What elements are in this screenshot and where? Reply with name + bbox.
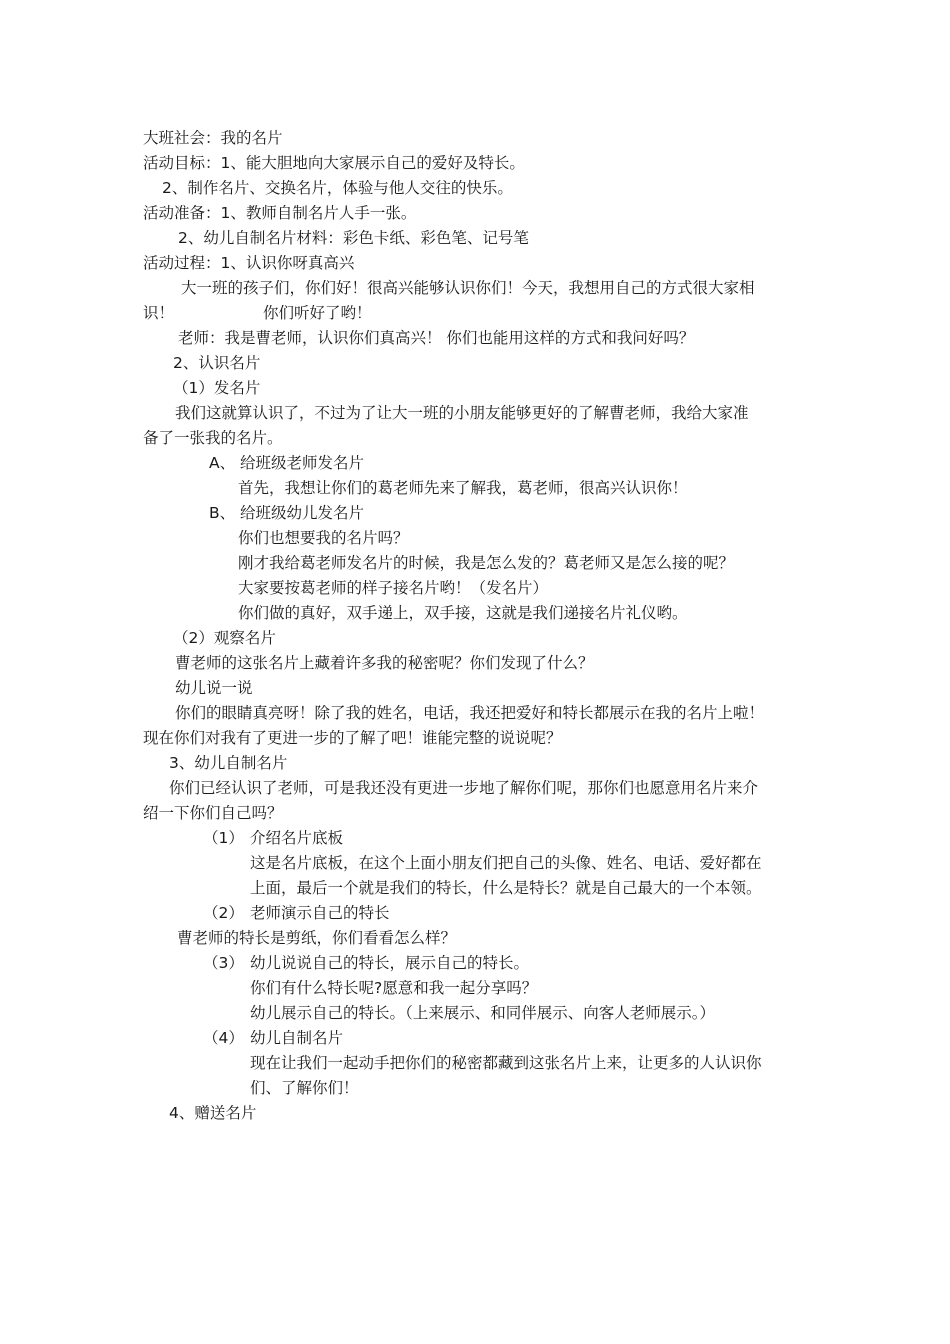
step-2-2: （2）观察名片 xyxy=(173,629,276,647)
greeting-line-2: 识！ xyxy=(143,304,175,322)
sub-3-number: （3） xyxy=(203,954,244,972)
intro-line-1: 我们这就算认识了，不过为了让大一班的小朋友能够更好的了解曹老师，我给大家准 xyxy=(175,404,749,422)
process-1: 活动过程：1、认识你呀真高兴 xyxy=(143,254,355,272)
intro-line-2: 备了一张我的名片。 xyxy=(143,429,283,447)
item-b-line-1: 你们也想要我的名片吗？ xyxy=(238,529,409,547)
observe-question: 曹老师的这张名片上藏着许多我的秘密呢？你们发现了什么？ xyxy=(175,654,594,672)
sub-4-heading: 幼儿自制名片 xyxy=(250,1029,344,1047)
observe-kids: 幼儿说一说 xyxy=(175,679,253,697)
prep-2: 2、幼儿自制名片材料：彩色卡纸、彩色笔、记号笔 xyxy=(178,229,529,247)
step-4: 4、赠送名片 xyxy=(169,1104,257,1122)
step-3-line-2: 绍一下你们自己吗？ xyxy=(143,804,283,822)
sub-1-line-1: 这是名片底板，在这个上面小朋友们把自己的头像、姓名、电话、爱好都在 xyxy=(250,854,762,872)
sub-4-number: （4） xyxy=(203,1029,244,1047)
sub-3-heading: 幼儿说说自己的特长，展示自己的特长。 xyxy=(250,954,530,972)
greeting-line-3: 你们听好了哟！ xyxy=(263,304,372,322)
step-2: 2、认识名片 xyxy=(173,354,261,372)
teacher-line: 老师：我是曹老师，认识你们真高兴！ 你们也能用这样的方式和我问好吗？ xyxy=(178,329,695,347)
observe-line-2: 现在你们对我有了更进一步的了解了吧！谁能完整的说说呢？ xyxy=(143,729,562,747)
prep-1: 活动准备：1、教师自制名片人手一张。 xyxy=(143,204,417,222)
item-b-line-3: 大家要按葛老师的样子接名片哟！（发名片） xyxy=(238,579,549,597)
sub-2-number: （2） xyxy=(203,904,244,922)
goal-1: 活动目标：1、能大胆地向大家展示自己的爱好及特长。 xyxy=(143,154,525,172)
item-b-line-2: 刚才我给葛老师发名片的时候，我是怎么发的？葛老师又是怎么接的呢？ xyxy=(238,554,735,572)
step-3-line-1: 你们已经认识了老师，可是我还没有更进一步地了解你们呢，那你们也愿意用名片来介 xyxy=(169,779,759,797)
sub-2-heading: 老师演示自己的特长 xyxy=(250,904,390,922)
sub-1-line-2: 上面，最后一个就是我们的特长，什么是特长？就是自己最大的一个本领。 xyxy=(250,879,762,897)
goal-2: 2、制作名片、交换名片，体验与他人交往的快乐。 xyxy=(162,179,513,197)
item-b-heading: B、 给班级幼儿发名片 xyxy=(209,504,365,522)
sub-3-line-2: 幼儿展示自己的特长。（上来展示、和同伴展示、向客人老师展示。） xyxy=(250,1004,716,1022)
greeting-line-1: 大一班的孩子们，你们好！很高兴能够认识你们！今天，我想用自己的方式很大家相 xyxy=(181,279,755,297)
sub-1-number: （1） xyxy=(203,829,244,847)
sub-2-text: 曹老师的特长是剪纸，你们看看怎么样？ xyxy=(177,929,457,947)
item-b-line-4: 你们做的真好，双手递上，双手接，这就是我们递接名片礼仪哟。 xyxy=(238,604,688,622)
step-3: 3、幼儿自制名片 xyxy=(169,754,288,772)
step-2-1: （1）发名片 xyxy=(173,379,261,397)
sub-4-line-2: 们、了解你们！ xyxy=(250,1079,359,1097)
doc-title: 大班社会：我的名片 xyxy=(143,129,283,147)
item-a-text: 首先，我想让你们的葛老师先来了解我，葛老师，很高兴认识你！ xyxy=(238,479,688,497)
sub-4-line-1: 现在让我们一起动手把你们的秘密都藏到这张名片上来，让更多的人认识你 xyxy=(250,1054,762,1072)
item-a-heading: A、 给班级老师发名片 xyxy=(209,454,365,472)
sub-1-heading: 介绍名片底板 xyxy=(250,829,344,847)
observe-line-1: 你们的眼睛真亮呀！除了我的姓名，电话，我还把爱好和特长都展示在我的名片上啦！ xyxy=(175,704,765,722)
sub-3-line-1: 你们有什么特长呢?愿意和我一起分享吗？ xyxy=(250,979,538,997)
